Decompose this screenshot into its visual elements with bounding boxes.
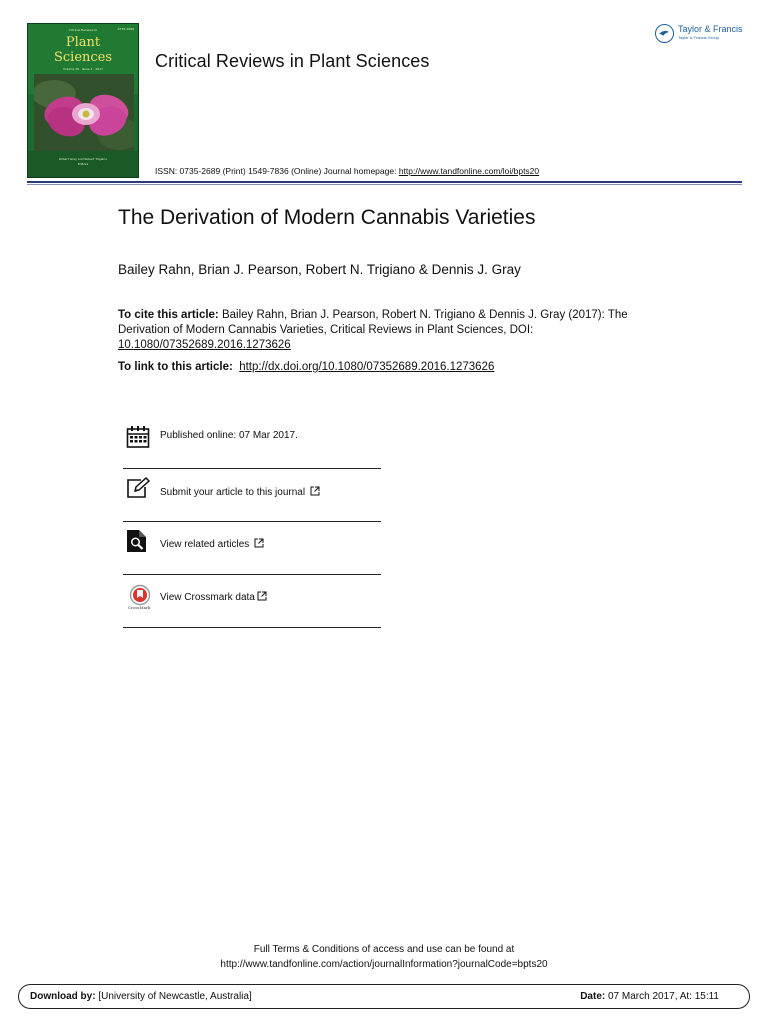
download-date	[580, 991, 719, 1002]
header-divider	[27, 181, 742, 183]
article-authors: Bailey Rahn, Brian J. Pearson, Robert N. Trigiano & Dennis J. Gray	[118, 262, 521, 277]
flower-icon	[34, 74, 134, 152]
crossmark-link[interactable]	[160, 591, 267, 604]
terms-line-1: Full Terms & Conditions of access and use can be found at	[253, 944, 515, 955]
download-date-label: Date:	[580, 991, 606, 1002]
info-divider	[123, 468, 381, 469]
cover-header-small: Critical Reviews in	[68, 28, 98, 32]
publisher-logo[interactable]	[655, 23, 747, 45]
article-title: The Derivation of Modern Cannabis Varieties	[118, 206, 536, 229]
header-divider-thin	[27, 184, 742, 185]
crossmark-item[interactable]	[123, 576, 381, 628]
submit-article-link[interactable]	[160, 486, 320, 499]
publisher-logo-icon	[655, 24, 674, 43]
crossmark-logo-text: CrossMark	[128, 605, 151, 610]
citation-block	[118, 308, 638, 353]
external-link-icon	[310, 486, 320, 499]
crossmark-label: View Crossmark data	[160, 592, 255, 603]
info-divider	[123, 521, 381, 522]
cover-bottom-band	[28, 151, 138, 177]
article-doi-url-link[interactable]: http://dx.doi.org/10.1080/07352689.2016.1273626	[239, 361, 495, 373]
submit-article-item[interactable]	[123, 470, 381, 522]
published-online-text: Published online: 07 Mar 2017.	[160, 430, 298, 441]
issn-text: ISSN: 0735-2689 (Print) 1549-7836 (Online) Journal homepage:	[155, 166, 399, 176]
info-divider	[123, 574, 381, 575]
external-link-icon	[254, 538, 264, 551]
external-link-icon	[257, 591, 267, 604]
edit-icon	[126, 477, 150, 503]
citation-label: To cite this article:	[118, 309, 219, 321]
download-by-value: [University of Newcastle, Australia]	[95, 991, 252, 1002]
cover-title-line1: Plant	[65, 35, 101, 50]
calendar-icon	[126, 425, 150, 453]
download-by	[30, 991, 252, 1002]
terms-url-link[interactable]: http://www.tandfonline.com/action/journalInformation?journalCode=bpts20	[220, 959, 548, 970]
download-by-label: Download by:	[30, 991, 96, 1002]
submit-article-label: Submit your article to this journal	[160, 487, 306, 498]
cover-editors-role: Editors	[77, 162, 89, 166]
journal-title: Critical Reviews in Plant Sciences	[155, 51, 430, 71]
related-articles-link[interactable]	[160, 538, 264, 551]
info-divider	[123, 627, 381, 628]
journal-homepage-link[interactable]: http://www.tandfonline.com/loi/bpts20	[398, 166, 540, 176]
publisher-tagline: Taylor & Francis Group	[678, 35, 719, 40]
article-link-label: To link to this article:	[118, 361, 233, 373]
cover-editors: Robert Gray and Robert Trigiano	[58, 157, 108, 161]
cover-code: 0735-2689	[117, 27, 134, 31]
search-document-icon	[126, 529, 148, 557]
cover-volume: Volume 36 · Issue 1 · 2017	[63, 67, 103, 71]
related-articles-label: View related articles	[160, 539, 250, 550]
published-online-item	[123, 417, 381, 469]
citation-doi-link[interactable]: 10.1080/07352689.2016.1273626	[118, 339, 291, 351]
journal-cover-image	[27, 23, 139, 178]
terms-notice	[0, 942, 768, 972]
issn-line	[155, 166, 539, 176]
cover-flower-photo	[34, 74, 134, 152]
cover-title-line2: Sciences	[53, 50, 113, 65]
download-date-value: 07 March 2017, At: 15:11	[605, 991, 719, 1002]
publisher-name: Taylor & Francis	[678, 24, 743, 34]
article-link-line	[118, 361, 494, 373]
crossmark-icon	[126, 584, 154, 616]
related-articles-item[interactable]	[123, 523, 381, 575]
download-info-bar	[18, 984, 750, 1009]
citation-text: Bailey Rahn, Brian J. Pearson, Robert N. Trigiano & Dennis J. Gray (2017): The Derivation of Modern Cannabis Varieties, Critical Reviews in Plant Sciences, DOI:	[118, 309, 628, 336]
